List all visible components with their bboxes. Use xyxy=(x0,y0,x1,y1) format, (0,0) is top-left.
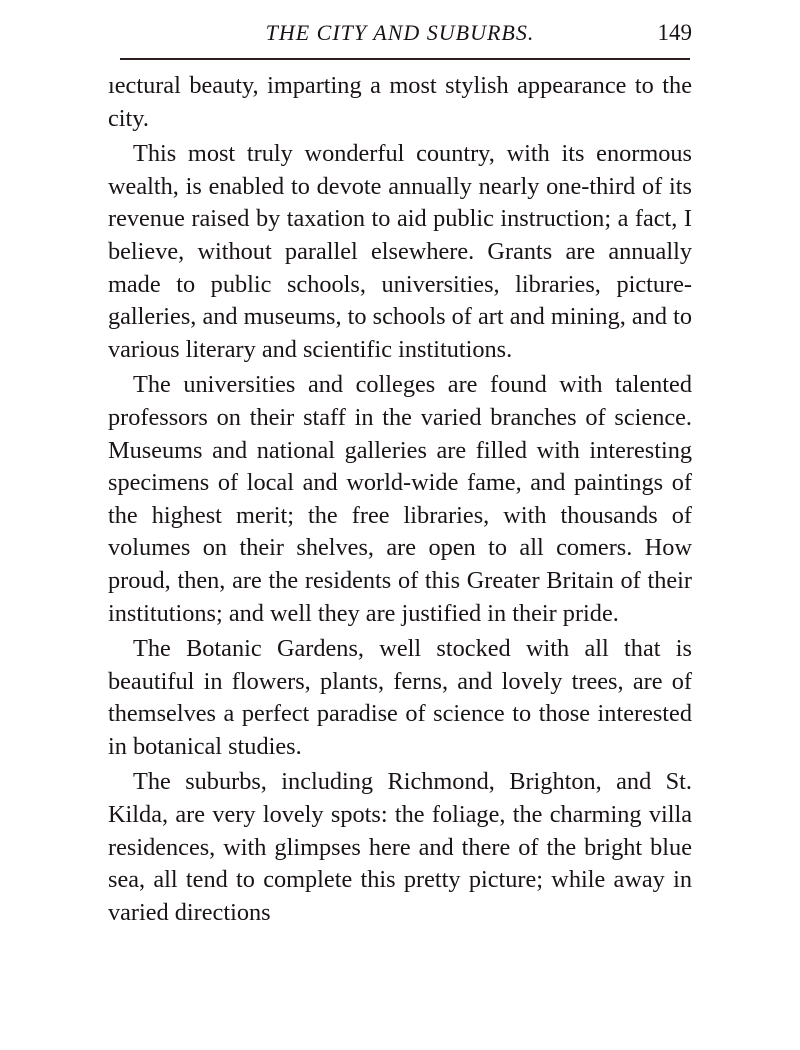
paragraph-continued: ıectural beauty, imparting a most stylish appearance to the city. xyxy=(108,72,692,132)
paragraph-botanic-gardens: The Botanic Gardens, well stocked with all that is beautiful in flowers, plants, ferns, and lovely trees, are of themselves a perfect paradise of science to those interested in botanical studies. xyxy=(108,635,692,760)
running-head xyxy=(108,18,692,48)
paragraph-universities: The universities and colleges are found with talented professors on their staff in the varied branches of science. Museums and national galleries are filled with interesting specimens of local and world-wide fame, and paintings of the highest merit; the free libraries, with thousands of volumes on their shelves, are open to all comers. How proud, then, are the residents of this Greater Britain of their institutions; and well they are justified in their pride. xyxy=(108,371,692,627)
page-number: 149 xyxy=(657,20,692,45)
running-title: THE CITY AND SUBURBS. xyxy=(265,20,535,45)
body-text xyxy=(108,70,692,929)
paragraph-public-instruction: This most truly wonderful country, with its enormous wealth, is enabled to devote annually nearly one-third of its revenue raised by taxation to aid public instruction; a fact, I believe, without parallel elsewhere. Grants are annually made to public schools, universities, libraries, picture-galleries, and museums, to schools of art and mining, and to various literary and scientific institutions. xyxy=(108,140,692,363)
paragraph-suburbs: The suburbs, including Richmond, Brighton, and St. Kilda, are very lovely spots: the foliage, the charming villa residences, with glimpses here and there of the bright blue sea, all tend to complete this pretty picture; while away in varied directions xyxy=(108,768,692,926)
header-rule xyxy=(120,58,690,60)
